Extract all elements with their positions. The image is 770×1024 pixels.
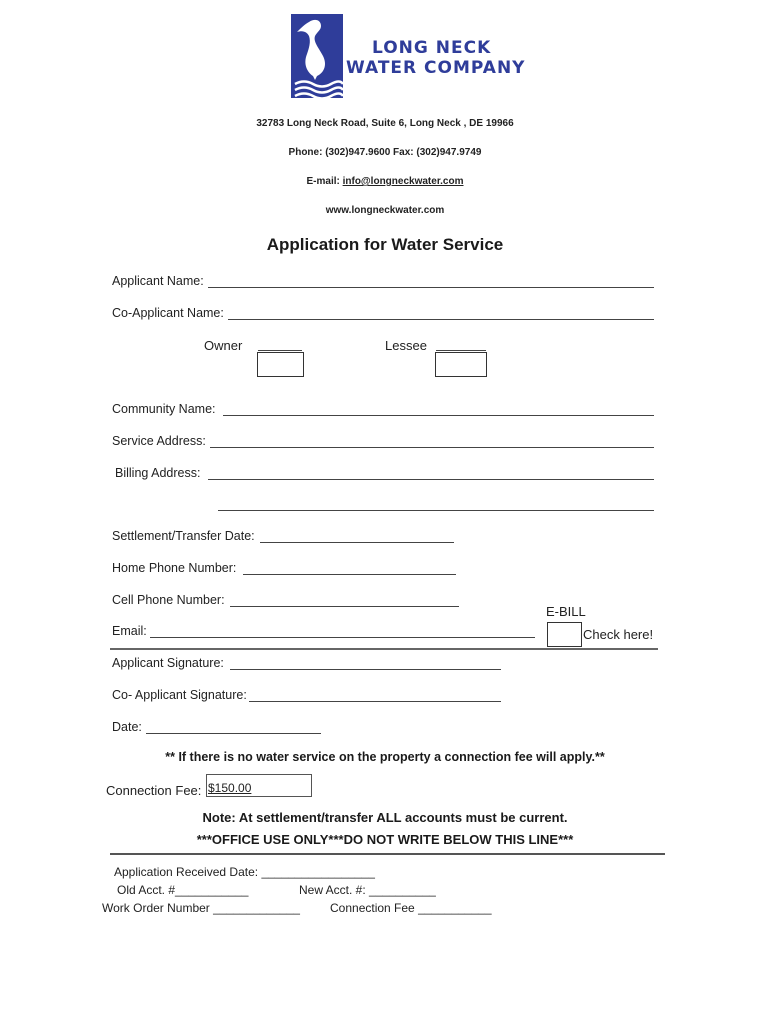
office-connection-fee-blank[interactable]: ___________ [418,901,492,915]
date-field[interactable] [146,733,321,734]
received-date-label: Application Received Date: [114,865,259,879]
check-here-label: Check here! [583,627,654,642]
applicant-name-field[interactable] [208,287,654,288]
company-website[interactable]: www.longneckwater.com [325,205,445,216]
work-order-label: Work Order Number [102,901,210,915]
office-use-heading: ***OFFICE USE ONLY***DO NOT WRITE BELOW THIS LINE*** [196,832,574,847]
date-label: Date: [112,720,142,734]
co-applicant-signature-label: Co- Applicant Signature: [112,688,247,702]
co-applicant-signature-field[interactable] [249,701,501,702]
logo-line-1: LONG NECK [372,38,492,58]
home-phone-label: Home Phone Number: [112,561,237,575]
ebill-checkbox[interactable] [547,622,582,647]
billing-address-field-2[interactable] [218,510,654,511]
owner-top-line [258,350,302,351]
ebill-label: E-BILL [546,604,586,619]
company-address: 32783 Long Neck Road, Suite 6, Long Neck , DE 19966 [256,118,514,129]
old-acct-label: Old Acct. # [117,883,176,897]
email-field[interactable] [150,637,535,638]
company-phone: Phone: (302)947.9600 Fax: (302)947.9749 [288,147,482,158]
received-date-blank[interactable]: _________________ [261,865,375,879]
applicant-signature-label: Applicant Signature: [112,656,224,670]
settlement-date-label: Settlement/Transfer Date: [112,529,255,543]
lessee-label: Lessee [385,338,427,353]
connection-fee-value: $150.00 [208,781,252,795]
divider-line [110,648,658,650]
form-title: Application for Water Service [266,235,504,254]
office-use-divider [110,853,665,855]
heron-logo-mark [291,14,343,98]
settlement-date-field[interactable] [260,542,454,543]
work-order-row [102,901,300,915]
cell-phone-field[interactable] [230,606,459,607]
service-address-field[interactable] [210,447,654,448]
billing-address-label: Billing Address: [115,466,201,480]
applicant-name-label: Applicant Name: [112,274,204,288]
new-acct-blank[interactable]: __________ [369,883,436,897]
new-acct-row [299,883,436,897]
cell-phone-label: Cell Phone Number: [112,593,225,607]
old-acct-blank[interactable]: ___________ [175,883,249,897]
lessee-checkbox[interactable] [435,352,487,377]
service-address-label: Service Address: [112,434,206,448]
connection-fee-label: Connection Fee: [106,783,202,798]
company-email-line [0,176,770,187]
community-name-label: Community Name: [112,402,216,416]
work-order-blank[interactable]: _____________ [213,901,300,915]
owner-label: Owner [204,338,243,353]
co-applicant-name-label: Co-Applicant Name: [112,306,224,320]
settlement-note: Note: At settlement/transfer ALL accounts must be current. [202,810,568,825]
office-connection-fee-row [330,901,492,915]
email-label: Email: [112,624,147,638]
connection-fee-notice: ** If there is no water service on the property a connection fee will apply.** [165,750,605,764]
owner-checkbox[interactable] [257,352,304,377]
community-name-field[interactable] [223,415,654,416]
new-acct-label: New Acct. #: [299,883,366,897]
old-acct-row [117,883,248,897]
billing-address-field[interactable] [208,479,654,480]
office-connection-fee-label: Connection Fee [330,901,415,915]
received-date-row [114,865,375,879]
applicant-signature-field[interactable] [230,669,501,670]
logo-line-2: WATER COMPANY [346,58,526,78]
email-label: E-mail: [306,176,343,187]
company-email-link[interactable]: info@longneckwater.com [342,176,464,187]
co-applicant-name-field[interactable] [228,319,654,320]
lessee-top-line [436,350,486,351]
home-phone-field[interactable] [243,574,456,575]
